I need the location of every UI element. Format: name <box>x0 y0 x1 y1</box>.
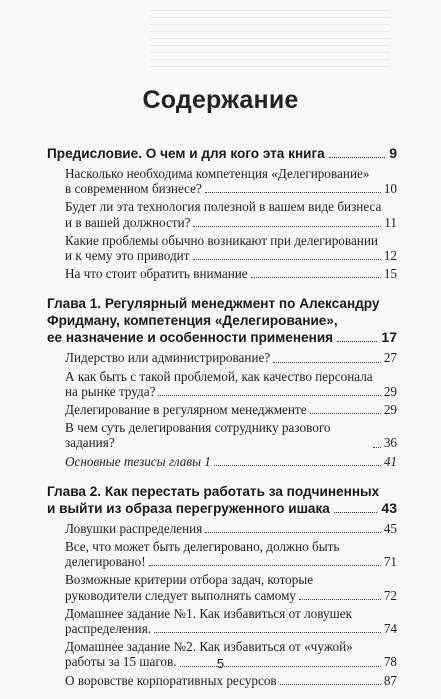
toc-entry <box>65 606 397 636</box>
entry-title-line: Основные тезисы главы 1 <box>65 453 211 469</box>
chapter-title-line: Фридману, компетенция «Делегирование», <box>47 313 338 329</box>
dot-leader <box>193 259 381 260</box>
entry-title-line: Домашнее задание №2. Как избавиться от «чужой» <box>65 639 353 655</box>
entry-page-number: 72 <box>383 587 397 603</box>
entry-page-number: 45 <box>383 520 397 536</box>
entry-title-line: В чем суть делегирования сотруднику разового задания? <box>65 420 331 451</box>
chapter-entries <box>65 350 397 468</box>
entry-page-number: 27 <box>383 350 397 366</box>
entry-page-number: 71 <box>383 554 397 570</box>
chapter-page-number: 9 <box>389 145 397 161</box>
entry-title-line: А как быть с такой проблемой, как качество персонала <box>65 368 373 384</box>
dot-leader <box>373 447 381 448</box>
entry-title-row <box>65 350 397 365</box>
toc-entry <box>65 539 397 569</box>
entry-title-line: Лидерство или администрирование? <box>65 350 271 366</box>
entry-title-row <box>65 402 397 417</box>
page-title: Содержание <box>142 86 299 114</box>
toc-entry <box>65 350 397 365</box>
toc-entry <box>65 420 397 450</box>
entry-title-line: в современном бизнесе? <box>65 181 202 197</box>
chapter-title-line: Глава 2. Как перестать работать за подчиненных <box>47 483 380 499</box>
entry-title-row <box>65 673 397 688</box>
entry-title-line: распределения. <box>65 621 152 637</box>
entry-title-line: Насколько необходима компетенция «Делегирование» <box>65 166 370 181</box>
entry-title-line: работы за 15 шагов. <box>65 654 177 670</box>
chapter-heading <box>47 483 397 517</box>
dot-leader <box>149 565 381 566</box>
page-number: 5 <box>216 656 225 671</box>
chapter-entries <box>65 166 397 281</box>
toc-entry <box>65 266 397 281</box>
entry-page-number: 78 <box>383 654 397 670</box>
chapter-title-line: ее назначение и особенности применения <box>47 330 334 346</box>
dot-leader <box>337 341 377 342</box>
toc-entry <box>65 402 397 417</box>
dot-leader <box>205 192 381 193</box>
entry-page-number: 12 <box>383 248 397 264</box>
entry-page-number: 29 <box>383 402 397 418</box>
dot-leader <box>214 465 381 466</box>
entry-title-row <box>65 621 397 636</box>
entry-title-line: руководители следует выполнять самому <box>65 587 297 603</box>
dot-leader <box>310 413 381 414</box>
entry-title-line: На что стоит обратить внимание <box>65 266 248 282</box>
toc-entry <box>65 572 397 602</box>
dot-leader <box>329 157 385 158</box>
entry-title-row <box>65 420 397 450</box>
entry-page-number: 41 <box>383 453 397 469</box>
toc-entry <box>65 166 397 196</box>
entry-title-line: Возможные критерии отбора задач, которые <box>65 572 314 588</box>
entry-title-row <box>65 248 397 263</box>
toc-entry <box>65 521 397 536</box>
entry-title-row <box>65 454 397 469</box>
chapter-title-line: и выйти из образа перегруженного ишака <box>47 500 330 516</box>
entry-title-row <box>65 554 397 569</box>
dot-leader <box>251 277 381 278</box>
toc-entry <box>65 369 397 399</box>
entry-title-line: О воровстве корпоративных ресурсов <box>65 672 277 688</box>
chapter-title-line: Глава 1. Регулярный менеджмент по Александру <box>47 296 380 312</box>
entry-title-row <box>65 215 397 230</box>
dot-leader <box>193 226 381 227</box>
entry-title-row <box>65 266 397 281</box>
entry-title-line: на рынке труда? <box>65 383 156 399</box>
entry-title-line: Все, что может быть делегировано, должно быть <box>65 539 340 555</box>
entry-title-line: делегировано! <box>65 554 146 570</box>
entry-title-line: Будет ли эта технология полезной в вашем виде бизнеса <box>65 199 382 215</box>
chapter-title-row <box>47 145 397 162</box>
show-through-text <box>150 10 390 68</box>
chapter-title-line: Предисловие. О чем и для кого эта книга <box>47 146 325 161</box>
dot-leader <box>273 362 381 363</box>
entry-title-line: Какие проблемы обычно возникают при делегировании <box>65 232 378 248</box>
entry-title-line: Домашнее задание №1. Как избавиться от ловушек <box>65 605 353 621</box>
entry-page-number: 74 <box>383 621 397 637</box>
entry-title-line: и к чему это приводит <box>65 248 190 264</box>
entry-title-row <box>65 384 397 399</box>
entry-page-number: 10 <box>383 181 397 197</box>
entry-page-number: 29 <box>383 383 397 399</box>
toc-entry <box>65 199 397 229</box>
entry-title-line: и в вашей должности? <box>65 214 191 230</box>
entry-title-line: Делегирование в регулярном менеджменте <box>65 402 307 418</box>
dot-leader <box>280 684 381 685</box>
dot-leader <box>154 632 381 633</box>
entry-page-number: 36 <box>383 435 397 451</box>
dot-leader <box>334 512 378 513</box>
entry-page-number: 87 <box>383 672 397 688</box>
chapter-page-number: 17 <box>381 329 397 346</box>
table-of-contents <box>47 145 397 688</box>
entry-title-row <box>65 181 397 196</box>
chapter-heading <box>47 295 397 346</box>
entry-title-line: Ловушки распределения <box>65 520 203 536</box>
chapter-title-row <box>47 329 397 346</box>
entry-page-number: 15 <box>383 266 397 282</box>
entry-page-number: 11 <box>384 214 397 230</box>
dot-leader <box>205 532 381 533</box>
chapter-heading <box>47 145 397 162</box>
entry-title-row <box>65 521 397 536</box>
dot-leader <box>299 599 381 600</box>
toc-entry <box>65 233 397 263</box>
toc-entry <box>65 454 397 469</box>
entry-title-row <box>65 588 397 603</box>
chapter-page-number: 43 <box>381 499 397 516</box>
toc-entry <box>65 673 397 688</box>
chapter-title-row <box>47 500 397 517</box>
dot-leader <box>158 395 380 396</box>
